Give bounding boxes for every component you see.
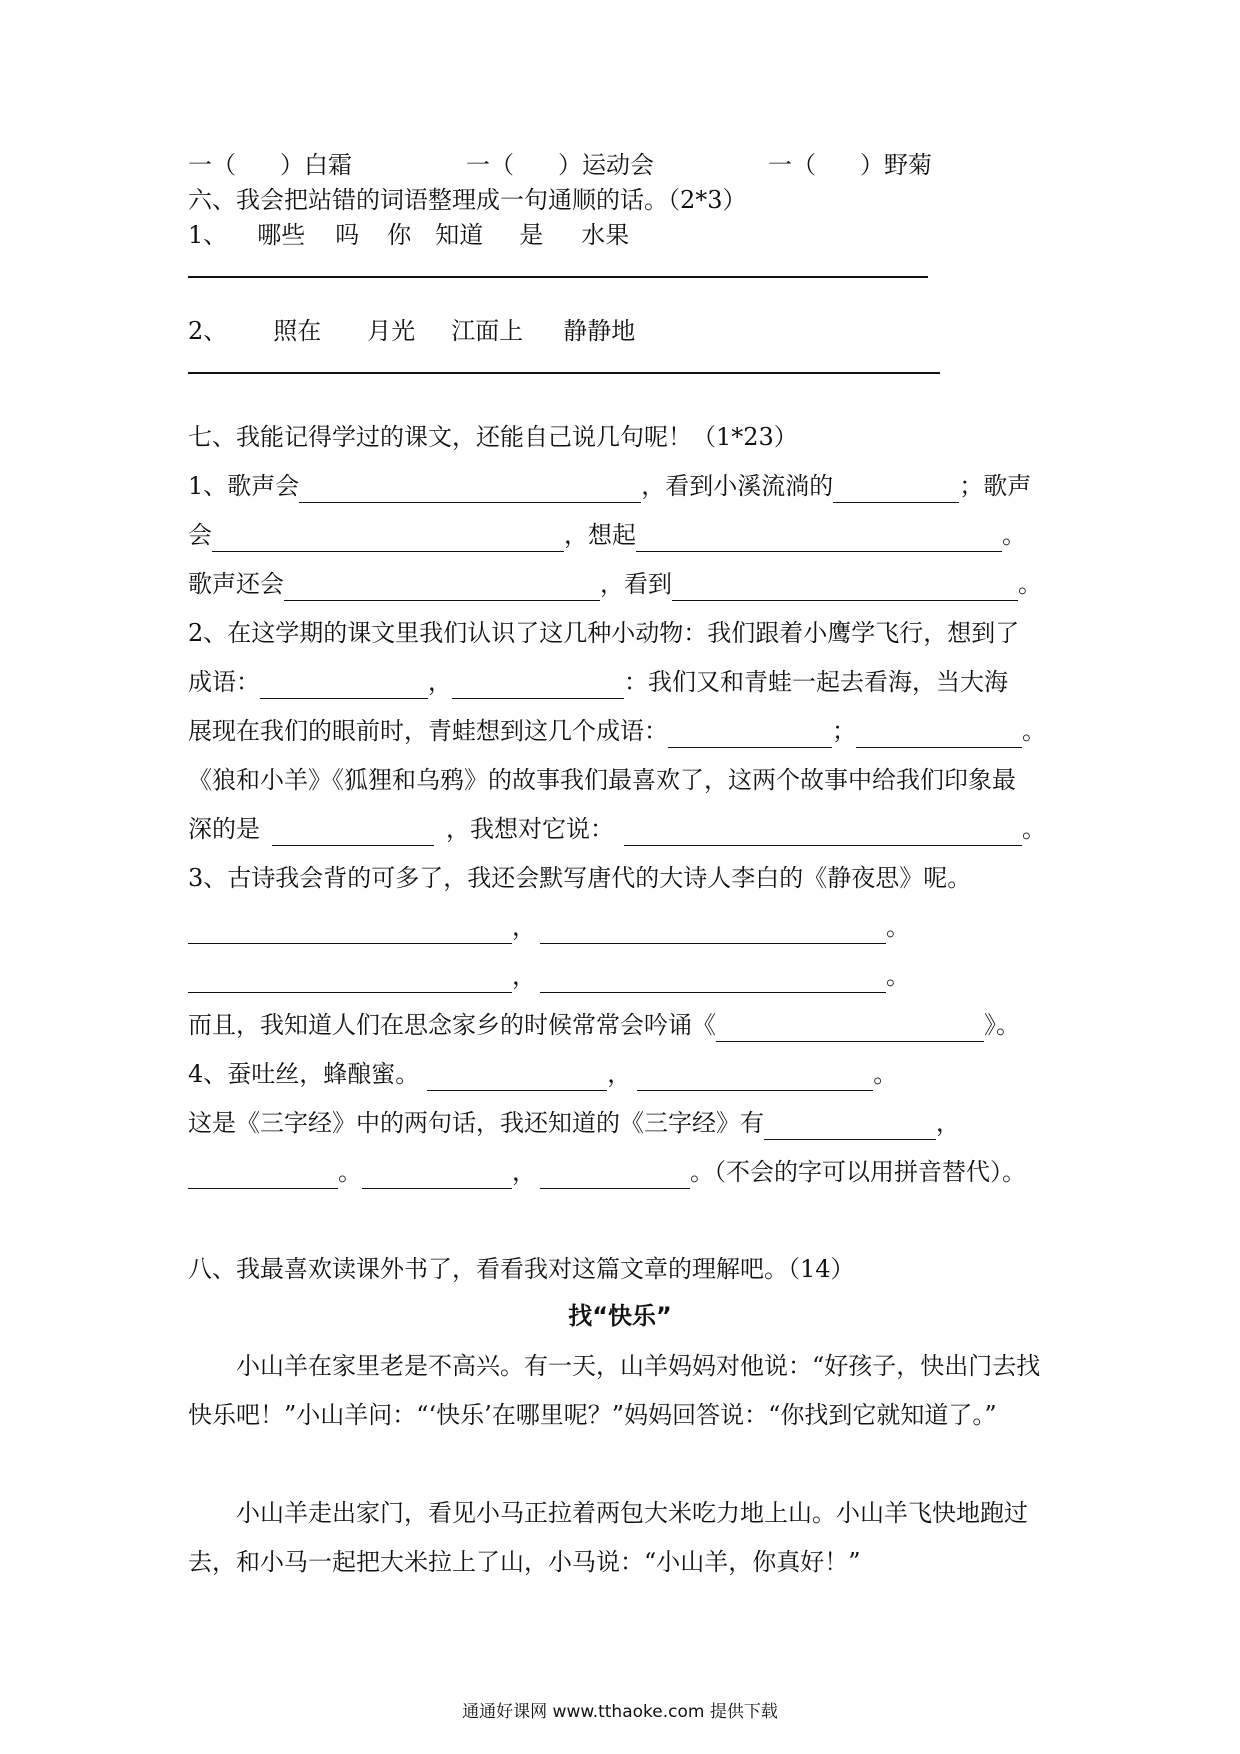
section-8-heading: 八、我最喜欢读课外书了，看看我对这篇文章的理解吧。（14） xyxy=(188,1255,855,1283)
fill-blank[interactable] xyxy=(427,1064,607,1091)
section-6-heading: 六、我会把站错的词语整理成一句通顺的话。（2*3） xyxy=(188,186,747,214)
text: 。 xyxy=(1022,717,1046,745)
word: 是 xyxy=(519,221,544,249)
fill-blank[interactable] xyxy=(764,1113,936,1140)
measure-item: ）运动会 xyxy=(558,151,654,179)
fill-blank[interactable] xyxy=(284,574,600,601)
text: ：我们又和青蛙一起去看海，当大海 xyxy=(624,668,1008,696)
text: 展现在我们的眼前时，青蛙想到这几个成语： xyxy=(188,717,668,745)
q7-1-line-3 xyxy=(188,567,1042,601)
fill-blank[interactable] xyxy=(672,574,1018,601)
word: 照在 xyxy=(273,317,322,345)
fill-blank[interactable] xyxy=(540,966,886,993)
text: 成语： xyxy=(188,668,260,696)
q7-2-line-5 xyxy=(188,812,1046,846)
text: ，看到小溪流淌的 xyxy=(641,472,834,500)
q7-3-line-4 xyxy=(188,1008,1020,1042)
q7-3-line-1: 3、古诗我会背的可多了，我还会默写唐代的大诗人李白的《静夜思》呢。 xyxy=(188,864,972,892)
fill-blank[interactable] xyxy=(636,525,1002,552)
reorder-question-1 xyxy=(188,218,629,252)
fill-blank[interactable] xyxy=(716,1015,984,1042)
text: 。（不会的字可以用拼音替代）。 xyxy=(690,1158,1026,1186)
q7-4-line-1 xyxy=(188,1057,897,1091)
passage-title: 找“快乐” xyxy=(568,1302,672,1330)
text: 歌声还会 xyxy=(188,570,284,598)
fill-blank[interactable] xyxy=(188,917,512,944)
reorder-question-2 xyxy=(188,314,635,348)
fill-blank[interactable] xyxy=(668,721,832,748)
fill-blank[interactable] xyxy=(188,1162,338,1189)
q7-2-line-2 xyxy=(188,665,1008,699)
measure-item: ）野菊 xyxy=(860,151,932,179)
q7-1-line-1 xyxy=(188,469,1031,503)
q7-2-line-4: 《狼和小羊》《狐狸和乌鸦》的故事我们最喜欢了，这两个故事中给我们印象最 xyxy=(188,766,1016,794)
word: 你 xyxy=(387,221,412,249)
q7-4-line-3 xyxy=(188,1155,1026,1189)
answer-line[interactable] xyxy=(188,276,928,278)
fill-blank[interactable] xyxy=(362,1162,512,1189)
q7-3-poem-line-2 xyxy=(188,959,910,993)
q7-1-line-2 xyxy=(188,518,1026,552)
text: ， xyxy=(428,668,452,696)
fill-blank[interactable] xyxy=(624,819,1022,846)
fill-blank[interactable] xyxy=(637,1064,873,1091)
text: 。 xyxy=(1018,570,1042,598)
passage-paragraph-1: 小山羊在家里老是不高兴。有一天，山羊妈妈对他说：“好孩子，快出门去找快乐吧！”小山羊问：“‘快乐’在哪里呢？”妈妈回答说：“你找到它就知道了。” xyxy=(188,1352,1041,1429)
footer-source: 通通好课网 www.tthaoke.com 提供下载 xyxy=(462,1702,778,1722)
word: 江面上 xyxy=(451,317,524,345)
word: 哪些 xyxy=(257,221,306,249)
fill-blank[interactable] xyxy=(212,525,564,552)
fill-blank[interactable] xyxy=(272,819,434,846)
word: 静静地 xyxy=(563,317,636,345)
text: 。 xyxy=(1022,815,1046,843)
text: 。 xyxy=(1002,521,1026,549)
text: 4、蚕吐丝，蜂酿蜜。 xyxy=(188,1060,420,1088)
q7-2-line-1: 2、在这学期的课文里我们认识了这几种小动物：我们跟着小鹰学飞行，想到了 xyxy=(188,619,1020,647)
text: 。 xyxy=(338,1158,362,1186)
q7-4-line-2 xyxy=(188,1106,960,1140)
q7-2-line-3 xyxy=(188,714,1046,748)
word: 月光 xyxy=(367,317,416,345)
section-7-heading: 七、我能记得学过的课文，还能自己说几句呢！（1*23） xyxy=(188,423,798,451)
word: 吗 xyxy=(335,221,360,249)
text: ，想起 xyxy=(564,521,636,549)
fill-blank[interactable] xyxy=(856,721,1022,748)
answer-line[interactable] xyxy=(188,372,940,374)
passage-paragraph-2: 小山羊走出家门，看见小马正拉着两包大米吃力地上山。小山羊飞快地跑过去，和小马一起把大米拉上了山，小马说：“小山羊，你真好！” xyxy=(188,1499,1028,1576)
text: ， xyxy=(936,1109,960,1137)
word: 水果 xyxy=(581,221,630,249)
text: 深的是 xyxy=(188,815,260,843)
text: ， xyxy=(512,913,536,941)
question-number: 1、 xyxy=(188,221,228,249)
question-number: 2、 xyxy=(188,317,228,345)
fill-blank[interactable] xyxy=(260,672,428,699)
fill-blank[interactable] xyxy=(540,1162,690,1189)
text: 1、歌声会 xyxy=(188,472,300,500)
text: ， xyxy=(512,962,536,990)
text: 》。 xyxy=(984,1011,1020,1039)
text: 而且，我知道人们在思念家乡的时候常常会吟诵《 xyxy=(188,1011,716,1039)
measure-prefix: 一（ xyxy=(768,151,816,179)
text: 会 xyxy=(188,521,212,549)
measure-item: ）白霜 xyxy=(280,151,352,179)
q7-3-poem-line-1 xyxy=(188,910,910,944)
fill-blank[interactable] xyxy=(833,476,959,503)
text: ，我想对它说： xyxy=(446,815,614,843)
fill-blank[interactable] xyxy=(188,966,512,993)
fill-blank[interactable] xyxy=(540,917,886,944)
text: ，看到 xyxy=(600,570,672,598)
text: ， xyxy=(512,1158,536,1186)
text: 这是《三字经》中的两句话，我还知道的《三字经》有 xyxy=(188,1109,764,1137)
measure-prefix: 一（ xyxy=(466,151,514,179)
fill-blank[interactable] xyxy=(452,672,624,699)
text: 。 xyxy=(873,1060,898,1088)
text: ； xyxy=(832,717,856,745)
text: ；歌声 xyxy=(959,472,1032,500)
fill-blank[interactable] xyxy=(299,476,641,503)
text: ， xyxy=(607,1060,632,1088)
text: 。 xyxy=(886,962,910,990)
text: 。 xyxy=(886,913,910,941)
measure-prefix: 一（ xyxy=(188,151,236,179)
word: 知道 xyxy=(435,221,484,249)
measure-word-row xyxy=(188,148,932,182)
